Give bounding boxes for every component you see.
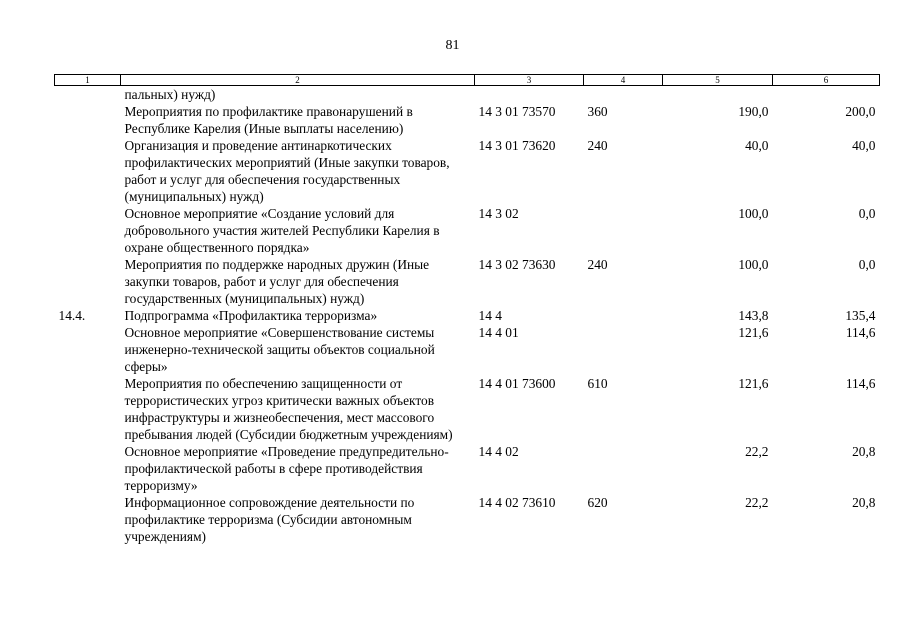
row-number bbox=[55, 137, 121, 205]
budget-table bbox=[54, 74, 880, 545]
row-number bbox=[55, 205, 121, 256]
row-code: 14 3 02 bbox=[478, 206, 519, 221]
row-amount-year1: 121,6 bbox=[738, 376, 769, 391]
row-code: 14 4 bbox=[478, 308, 502, 323]
row-amount-year2: 20,8 bbox=[852, 444, 876, 459]
row-name: Основное мероприятие «Создание условий для добровольного участия жителей Республики Карелия в охране общественного порядка» bbox=[124, 206, 440, 255]
table-header bbox=[55, 75, 880, 86]
row-name: Основное мероприятие «Проведение предупредительно-профилактической работы в сфере противодействия терроризму» bbox=[124, 444, 449, 493]
row-amount-year1: 121,6 bbox=[738, 325, 769, 340]
row-expense-type: 240 bbox=[587, 138, 608, 153]
row-name: Основное мероприятие «Совершенствование системы инженерно-технической защиты объектов социальной сферы» bbox=[124, 325, 435, 374]
row-amount-year2: 135,4 bbox=[845, 308, 876, 323]
row-name: Информационное сопровождение деятельности по профилактике терроризма (Субсидии автономным учреждениям) bbox=[124, 495, 415, 544]
row-number bbox=[55, 443, 121, 494]
column-header-1: 1 bbox=[55, 75, 121, 86]
row-amount-year2: 20,8 bbox=[852, 495, 876, 510]
row-code: 14 4 01 73600 bbox=[478, 376, 556, 391]
column-header-3: 3 bbox=[475, 75, 584, 86]
row-expense-type bbox=[584, 443, 663, 494]
row-amount-year1: 40,0 bbox=[745, 138, 769, 153]
column-header-6: 6 bbox=[773, 75, 880, 86]
row-name: Мероприятия по профилактике правонарушений в Республике Карелия (Иные выплаты населению) bbox=[124, 104, 413, 136]
row-amount-year1: 190,0 bbox=[738, 104, 769, 119]
column-header-2: 2 bbox=[121, 75, 475, 86]
row-expense-type: 360 bbox=[587, 104, 608, 119]
table-row bbox=[55, 375, 880, 443]
row-code: 14 3 01 73620 bbox=[478, 138, 556, 153]
row-amount-year2: 114,6 bbox=[845, 376, 876, 391]
table-row bbox=[55, 205, 880, 256]
row-number bbox=[55, 256, 121, 307]
row-name: Организация и проведение антинаркотических профилактических мероприятий (Иные закупки товаров, работ и услуг для обеспечения государственных (муниципальных) нужд) bbox=[124, 138, 450, 204]
page-number: 81 bbox=[445, 38, 460, 53]
table-row bbox=[55, 307, 880, 324]
row-name: Подпрограмма «Профилактика терроризма» bbox=[124, 308, 378, 323]
row-expense-type bbox=[584, 86, 663, 104]
table-row bbox=[55, 324, 880, 375]
row-code: 14 4 01 bbox=[478, 325, 519, 340]
row-expense-type bbox=[584, 307, 663, 324]
table-row bbox=[55, 103, 880, 137]
row-code: 14 3 02 73630 bbox=[478, 257, 556, 272]
table-row bbox=[55, 86, 880, 104]
row-number bbox=[55, 103, 121, 137]
row-code: 14 3 01 73570 bbox=[478, 104, 556, 119]
row-name: пальных) нужд) bbox=[124, 87, 216, 102]
row-amount-year2: 40,0 bbox=[852, 138, 876, 153]
row-amount-year1: 22,2 bbox=[745, 495, 769, 510]
row-expense-type: 240 bbox=[587, 257, 608, 272]
row-number bbox=[55, 375, 121, 443]
row-name: Мероприятия по поддержке народных дружин (Иные закупки товаров, работ и услуг для обеспечения государственных (муниципальных) нужд) bbox=[124, 257, 430, 306]
table-row bbox=[55, 137, 880, 205]
row-expense-type: 610 bbox=[587, 376, 608, 391]
row-amount-year1 bbox=[663, 86, 773, 104]
row-amount-year2: 200,0 bbox=[845, 104, 876, 119]
row-number: 14.4. bbox=[58, 308, 86, 323]
column-header-5: 5 bbox=[663, 75, 773, 86]
row-code bbox=[475, 86, 584, 104]
row-expense-type: 620 bbox=[587, 495, 608, 510]
row-code: 14 4 02 bbox=[478, 444, 519, 459]
table-row bbox=[55, 494, 880, 545]
row-amount-year1: 100,0 bbox=[738, 257, 769, 272]
row-amount-year2 bbox=[773, 86, 880, 104]
table-row bbox=[55, 443, 880, 494]
row-number bbox=[55, 494, 121, 545]
row-code: 14 4 02 73610 bbox=[478, 495, 556, 510]
row-amount-year1: 100,0 bbox=[738, 206, 769, 221]
row-amount-year2: 114,6 bbox=[845, 325, 876, 340]
row-number bbox=[55, 86, 121, 104]
table-row bbox=[55, 256, 880, 307]
row-amount-year1: 143,8 bbox=[738, 308, 769, 323]
row-amount-year1: 22,2 bbox=[745, 444, 769, 459]
row-amount-year2: 0,0 bbox=[858, 257, 876, 272]
row-name: Мероприятия по обеспечению защищенности от террористических угроз критически важных объектов инфраструктуры и жизнеобеспечения, мест массового пребывания людей (Субсидии бюджетным учреждениям) bbox=[124, 376, 453, 442]
row-number bbox=[55, 324, 121, 375]
column-header-4: 4 bbox=[584, 75, 663, 86]
row-expense-type bbox=[584, 205, 663, 256]
row-amount-year2: 0,0 bbox=[858, 206, 876, 221]
row-expense-type bbox=[584, 324, 663, 375]
